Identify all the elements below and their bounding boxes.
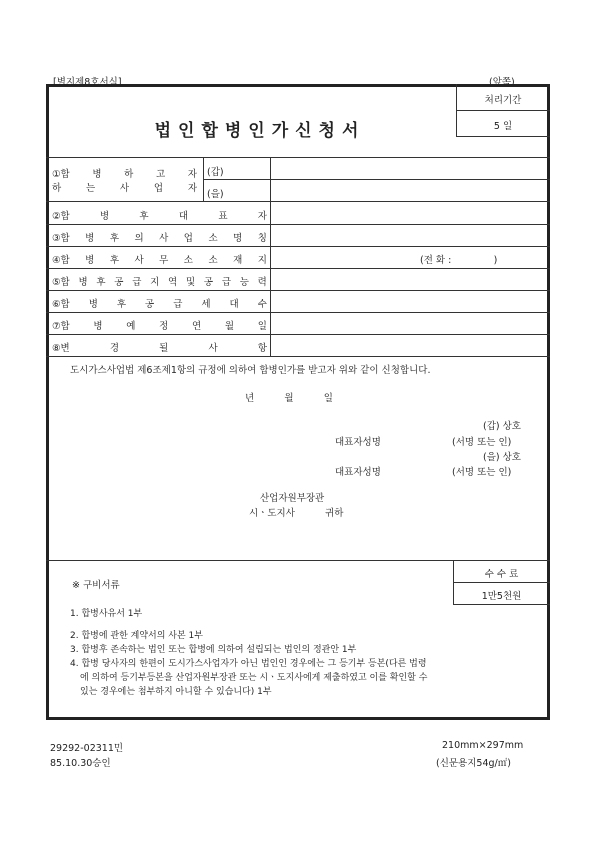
row-households-text: ⑥합 병 후 공 급 세 대 수	[52, 299, 267, 310]
paper-size: 210mm×297mm	[442, 740, 524, 751]
row-merging-operators-line2	[52, 180, 197, 194]
row-changes	[52, 340, 267, 354]
row-merger-date	[52, 318, 267, 332]
row-divider-1	[46, 201, 550, 202]
row-divider-6	[46, 312, 550, 313]
row-divider-5	[46, 290, 550, 291]
documents-section-divider	[46, 560, 550, 561]
party-b-trade-name: (을) 상호	[483, 452, 521, 463]
row-merging-operators-line1-text: ①합 병 하 고 자	[52, 169, 197, 180]
processing-box-bottom-border	[456, 136, 550, 137]
row-changes-text: ⑧변 경 될 사 항	[52, 343, 267, 354]
row-divider-2	[46, 224, 550, 225]
party-a-label: (갑)	[207, 167, 224, 178]
form-number: [별지제8호서식]	[53, 77, 122, 88]
row-divider-8	[46, 356, 550, 357]
party-a-signature: (서명 또는 인)	[452, 437, 512, 448]
row-office-address-text: ④합 병 후 사 무 소 소 재 지	[52, 255, 267, 266]
fee-value: 1만5천원	[481, 591, 522, 602]
party-a-trade-name: (갑) 상호	[483, 421, 521, 432]
document-item-3: 3. 합병후 존속하는 법인 또는 합병에 의하여 설립되는 법인의 정관안 1부	[70, 645, 357, 655]
fee-box-bottom-border	[453, 604, 550, 605]
party-b-label: (을)	[207, 189, 224, 200]
party-row-divider	[203, 179, 550, 180]
page-side-label: (앞쪽)	[489, 77, 515, 88]
row-divider-3	[46, 246, 550, 247]
document-item-4-line3: 있는 경우에는 첨부하지 아니할 수 있습니다) 1부	[80, 687, 272, 697]
recipient-governor: 시ㆍ도지사 귀하	[249, 508, 344, 519]
form-code: 29292-02311민	[50, 743, 124, 754]
recipient-minister: 산업자원부장관	[260, 493, 325, 504]
phone-field: (전 화 : )	[420, 255, 498, 266]
title-bottom-border	[46, 157, 550, 158]
row-divider-4	[46, 268, 550, 269]
row-representative-text: ②합 병 후 대 표 자	[52, 211, 267, 222]
processing-period-value: 5 일	[493, 121, 513, 132]
party-b-representative: 대표자성명	[335, 467, 381, 478]
processing-period-label: 처리기간	[484, 95, 522, 106]
paper-type: (신문용지54g/㎡)	[436, 758, 511, 769]
label-column-divider	[270, 157, 271, 356]
row-business-name-text: ③합 병 후 의 사 업 소 명 칭	[52, 233, 267, 244]
row-business-name	[52, 230, 267, 244]
document-item-2: 2. 합병에 관한 계약서의 사본 1부	[70, 631, 203, 641]
date-line: 년 월 일	[245, 393, 333, 404]
document-item-4-line2: 에 의하여 등기부등본을 산업자원부장관 또는 시ㆍ도지사에게 제출하였고 이를 확인할 수	[80, 673, 428, 683]
row-merger-date-text: ⑦합 병 예 정 연 월 일	[52, 321, 267, 332]
party-b-signature: (서명 또는 인)	[452, 467, 512, 478]
fee-box-divider	[453, 582, 550, 583]
row-supply-area	[52, 274, 267, 288]
row-households	[52, 296, 267, 310]
document-item-4-line1: 4. 합병 당사자의 한편이 도시가스사업자가 아닌 법인인 경우에는 그 등기부 등본(다른 법령	[70, 659, 427, 669]
row-representative	[52, 208, 267, 222]
row-supply-area-text: ⑤합 병 후 공 급 지 역 및 공 급 능 력	[52, 277, 267, 288]
row-divider-7	[46, 334, 550, 335]
document-item-1: 1. 합병사유서 1부	[70, 609, 143, 619]
page-title: 법인합병인가신청서	[154, 121, 366, 141]
party-a-representative: 대표자성명	[335, 437, 381, 448]
processing-box-divider	[456, 110, 550, 111]
row-merging-operators-line1	[52, 166, 197, 180]
row-office-address	[52, 252, 267, 266]
documents-heading: ※ 구비서류	[72, 580, 120, 591]
application-statement: 도시가스사업법 제6조제1항의 규정에 의하여 합병인가를 받고자 위와 같이 신청합니다.	[70, 365, 431, 376]
row-merging-operators-line2-text: 하 는 사 업 자	[52, 183, 197, 194]
fee-label: 수 수 료	[484, 569, 519, 580]
approval-date: 85.10.30승인	[50, 758, 111, 769]
